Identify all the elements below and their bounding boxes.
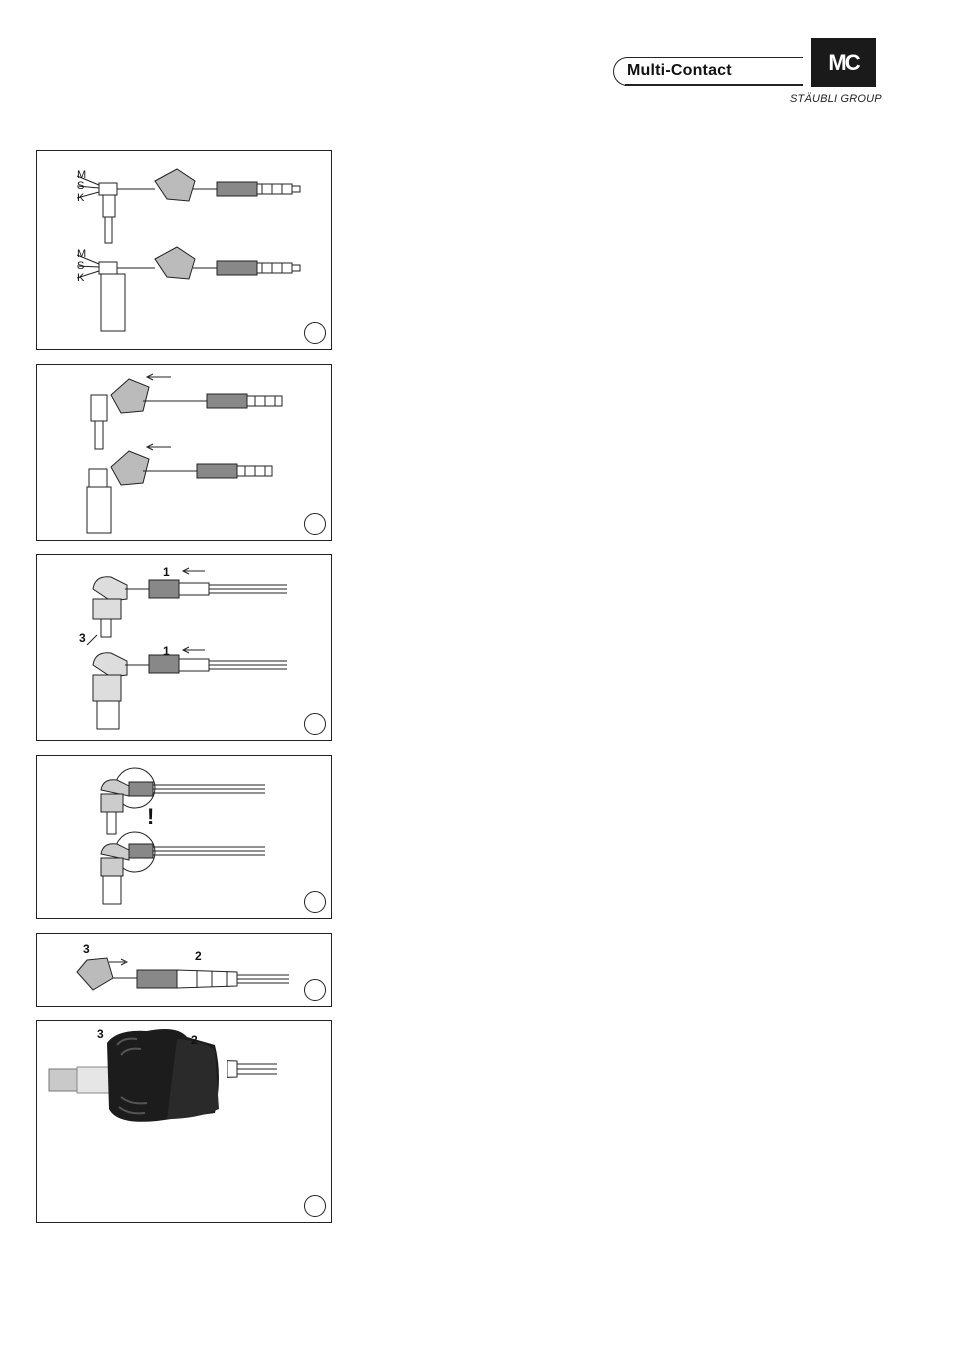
plug-drawing [37, 756, 333, 920]
brand-name: Multi-Contact [627, 62, 732, 79]
figure-panel-5 [36, 933, 332, 1007]
label-m: M [77, 248, 87, 260]
connector-photo [37, 1021, 227, 1131]
label-s: S [77, 180, 85, 192]
plug-drawing [37, 365, 333, 542]
label-k: K [77, 272, 85, 284]
label-m: M [77, 169, 87, 181]
label-3: 3 [79, 631, 86, 645]
figure-panel-3 [36, 554, 332, 741]
label-3: 3 [97, 1027, 104, 1041]
plug-drawing [37, 934, 333, 1008]
figure-panel-1 [36, 150, 332, 350]
step-circle-icon [304, 713, 326, 735]
label-3: 3 [83, 942, 90, 956]
plug-drawing [37, 555, 333, 742]
label-1: 1 [163, 565, 170, 579]
figure-panel-2 [36, 364, 332, 541]
label-s: S [77, 260, 85, 272]
step-circle-icon [304, 979, 326, 1001]
step-circle-icon [304, 891, 326, 913]
step-circle-icon [304, 1195, 326, 1217]
step-circle-icon [304, 513, 326, 535]
figure-panel-4 [36, 755, 332, 919]
step-circle-icon [304, 322, 326, 344]
label-2: 2 [195, 949, 202, 963]
label-1: 1 [163, 644, 170, 658]
warning-exclamation-icon: ! [147, 804, 155, 829]
logo-underline [625, 84, 803, 86]
label-2: 2 [191, 1033, 198, 1047]
group-name: STÄUBLI GROUP [790, 93, 882, 105]
brand-mark: MC [811, 38, 876, 87]
label-k: K [77, 192, 85, 204]
figure-panel-6 [36, 1020, 332, 1223]
